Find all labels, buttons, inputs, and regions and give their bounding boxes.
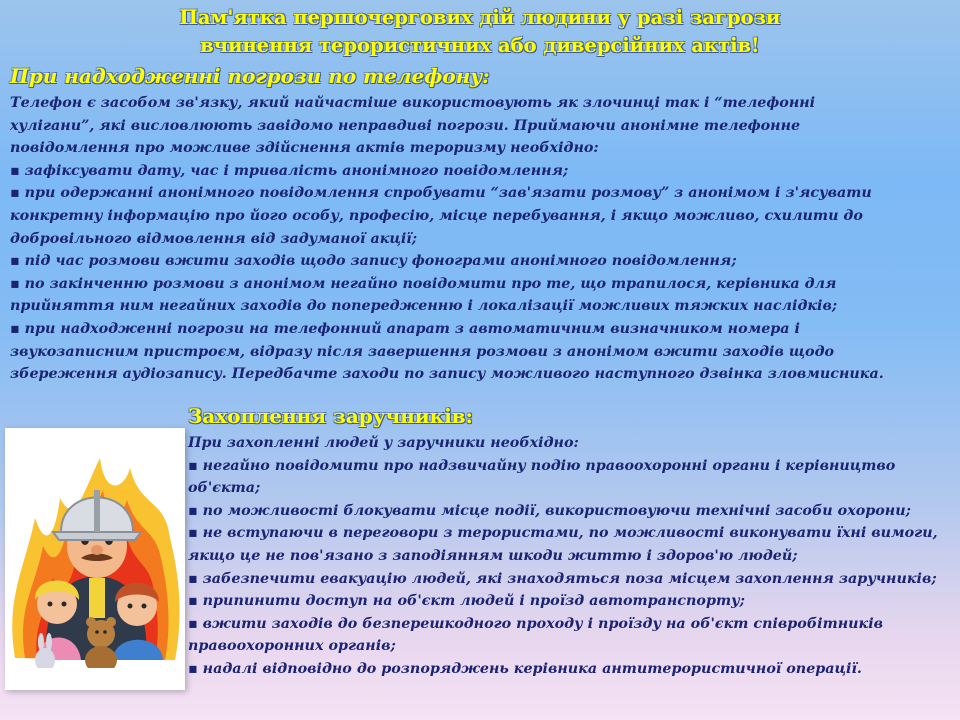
text-line: об'єкта;	[188, 480, 261, 497]
list-item: ▪ надалі відповідно до розпоряджень керівника антитерористичної операції.	[188, 660, 862, 677]
title-line-1: Пам'ятка першочергових дій людини у разі загрози	[179, 6, 781, 29]
page-title	[40, 4, 920, 60]
section-hostages-text	[188, 432, 938, 681]
text-line: повідомлення про можливе здійснення актів тероризму необхідно:	[10, 140, 599, 157]
list-item: ▪ під час розмови вжити заходів щодо запису фонограми анонімного повідомлення;	[10, 253, 737, 270]
list-item: ▪ по можливості блокувати місце події, використовуючи технічні засоби охорони;	[188, 502, 911, 519]
text-line: хулігани”, які висловлюють завідомо неправдиві погрози. Приймаючи анонімне телефонне	[10, 117, 801, 134]
section-phone-threat-text	[10, 92, 884, 386]
list-item: ▪ припинити доступ на об'єкт людей і проїзд автотранспорту;	[188, 593, 745, 610]
section-heading-hostages: Захоплення заручників:	[188, 404, 474, 428]
list-item: ▪ не вступаючи в переговори з терористами, по можливості виконувати їхні вимоги,	[188, 525, 938, 542]
list-item: ▪ негайно повідомити про надзвичайну подію правоохоронні органи і керівництво	[188, 457, 896, 474]
text-line: Телефон є засобом зв'язку, який найчастіше використовують як злочинці так і “телефонні	[10, 95, 816, 111]
text-line: збереження аудіозапису. Передбачте заходи по запису можливого наступного дзвінка зловмисника.	[10, 366, 884, 383]
text-line: При захопленні людей у заручники необхідно:	[188, 435, 579, 451]
text-line: якщо це не пов'язано з заподіянням шкоди життю і здоров'ю людей;	[188, 547, 798, 564]
text-line: звукозаписним пристроєм, відразу після завершення розмови з анонімом вжити заходів щодо	[10, 343, 835, 360]
title-line-2: вчинення терористичних або диверсійних актів!	[200, 34, 760, 57]
list-item: ▪ при надходженні погрози на телефонний апарат з автоматичним визначником номера і	[10, 320, 800, 337]
text-line: правоохоронних органів;	[188, 638, 396, 655]
list-item: ▪ при одержанні анонімного повідомлення спробувати “зав'язати розмову” з анонімом і з'ясувати	[10, 185, 872, 202]
list-item: ▪ вжити заходів до безперешкодного проходу і проїзду на об'єкт співробітників	[188, 615, 884, 632]
section-heading-phone-threat: При надходженні погрози по телефону:	[10, 64, 490, 88]
text-line: конкретну інформацію про його особу, професію, місце перебування, і якщо можливо, схилити до	[10, 207, 863, 224]
text-line: прийняття ним негайних заходів до попередженню і локалізації можливих тяжких наслідків;	[10, 298, 838, 315]
firefighter-with-children-icon	[5, 428, 185, 690]
list-item: ▪ по закінченню розмови з анонімом негайно повідомити про те, що трапилося, керівника для	[10, 275, 837, 292]
text-line: добровільного відмовлення від задуманої акції;	[10, 230, 418, 247]
list-item: ▪ зафіксувати дату, час і тривалість анонімного повідомлення;	[10, 162, 569, 179]
list-item: ▪ забезпечити евакуацію людей, які знаходяться поза місцем захоплення заручників;	[188, 570, 937, 587]
